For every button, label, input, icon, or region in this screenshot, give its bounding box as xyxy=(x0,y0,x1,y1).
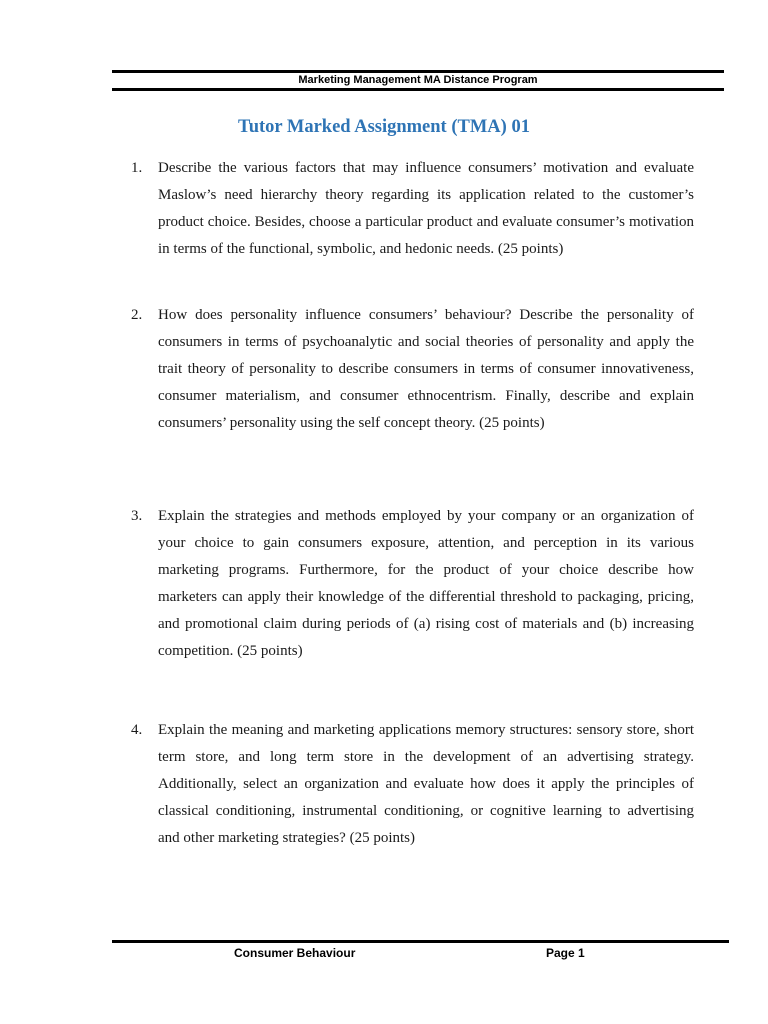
header-rule-top xyxy=(112,70,724,73)
question-text: Describe the various factors that may influence consumers’ motivation and evaluate Maslow’s need hierarchy theory regarding its application related to the customer’s product choice. Besides, choose a particular product and evaluate consumer’s motivation in terms of the functional, symbolic, and hedonic needs. (25 points) xyxy=(158,160,694,257)
question-number: 2. xyxy=(131,307,143,323)
page-title: Tutor Marked Assignment (TMA) 01 xyxy=(238,117,530,137)
question-number: 3. xyxy=(131,508,143,524)
question-text: How does personality influence consumers’ behaviour? Describe the personality of consumers in terms of psychoanalytic and social theories of personality and apply the trait theory of personality to describe consumers in terms of consumer innovativeness, consumer materialism, and consumer ethnocentrism. Finally, describe and explain consumers’ personality using the self concept theory. (25 points) xyxy=(158,307,694,431)
question-3 xyxy=(131,503,694,665)
header-rule-bottom xyxy=(112,88,724,91)
footer-page-number: Page 1 xyxy=(546,946,585,960)
question-number: 4. xyxy=(131,722,143,738)
footer-course-name: Consumer Behaviour xyxy=(234,946,356,960)
question-text: Explain the strategies and methods employed by your company or an organization of your choice to gain consumers exposure, attention, and perception in its various marketing programs. Furthermore, for the product of your choice describe how marketers can apply their knowledge of the differential threshold to packaging, pricing, and promotional claim during periods of (a) rising cost of materials and (b) increasing competition. (25 points) xyxy=(158,508,694,659)
footer-rule xyxy=(112,940,729,943)
question-number: 1. xyxy=(131,160,143,176)
question-4 xyxy=(131,717,694,852)
question-text: Explain the meaning and marketing applications memory structures: sensory store, short term store, and long term store in the development of an advertising strategy. Additionally, select an organization and evaluate how does it apply the principles of classical conditioning, instrumental conditioning, or cognitive learning to advertising and other marketing strategies? (25 points) xyxy=(158,722,694,846)
running-header: Marketing Management MA Distance Program xyxy=(298,74,538,86)
question-2 xyxy=(131,302,694,437)
question-1 xyxy=(131,155,694,263)
